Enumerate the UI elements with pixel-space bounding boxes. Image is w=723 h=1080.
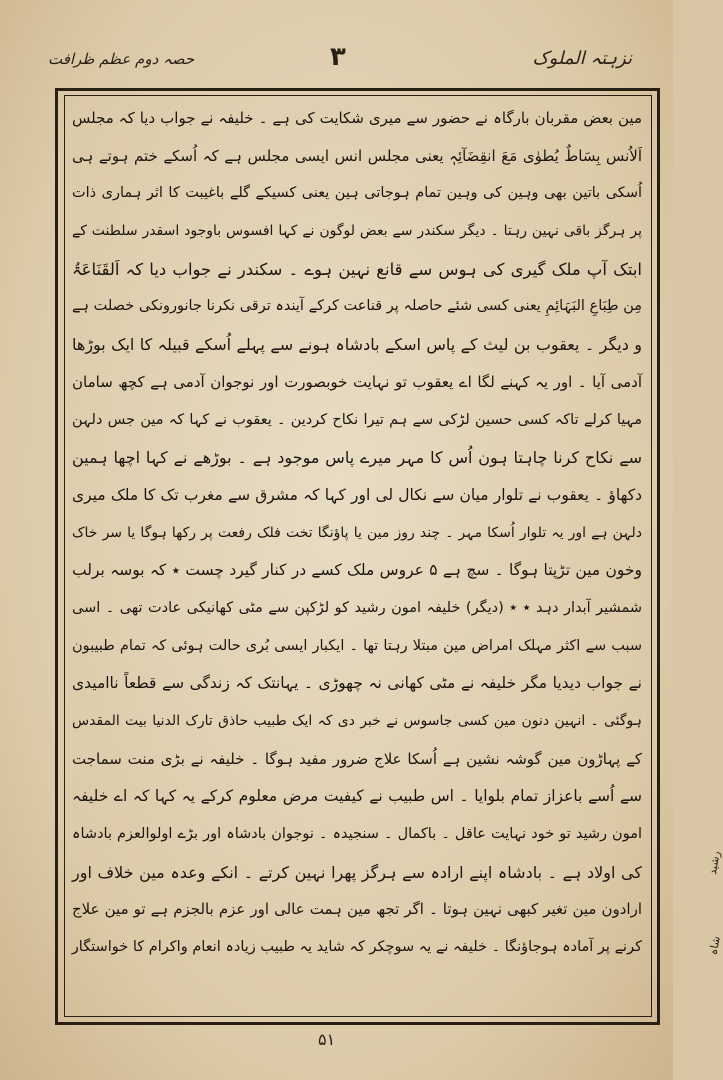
margin-note: رشید: [705, 850, 723, 876]
page-header: [40, 42, 640, 82]
margin-note: شاہ: [706, 935, 723, 956]
text-line: سبب سے اکثر مہلک امراض مین مبتلا رہتا تھا ۔ ایکبار ایسی بُری حالت ہوئی کہ تمام طبیبون: [72, 637, 642, 654]
text-line: کے پہاڑون مین گوشہ نشین ہے اُسکا علاج ضرور مفید ہوگا ۔ خلیفہ نے بڑی منت سماجت: [72, 749, 642, 768]
book-title: نزہتہ الملوک: [532, 48, 632, 69]
text-line: شمشیر آبدار دہد ٭ ٭ (دیگر) خلیفہ امون رشید کو لڑکپن سے مٹی کھانیکی عادت تھی ۔ اسی: [72, 599, 642, 616]
text-line: وخون مین تڑپتا ہوگا ۔ سچ ہے ۵ عروس ملک کسے در کنار گیرد چست ٭ کہ بوسہ برلب: [72, 561, 642, 580]
text-line: سے نکاح کرنا چاہتا ہون اُس کا مہر میرے پاس موجود ہے ۔ بوڑھے نے کہا اچھا ہمین: [72, 448, 642, 468]
text-line: ابتک آپ ملک گیری کی ہوس سے قانع نہین ہوے ۔ سکندر نے جواب دیا کہ اَلقَنَاعَۃُ: [72, 259, 642, 279]
text-line: مِن طِبَاعِ البَہَائِمِ یعنی کسی شئے حاصلہ پر قناعت کرکے آیندہ ترقی نکرنا جانورونکی خصلت ہے: [72, 298, 642, 315]
text-line: سے اُسے باعزاز تمام بلوایا ۔ اس طبیب نے کیفیت مرض معلوم کرکے یہ کہا کہ اے خلیفہ: [72, 787, 642, 806]
text-line: آدمی آیا ۔ اور یہ کہنے لگا اے یعقوب تو نہایت خوبصورت اور نوجوان آدمی ہے کچھ سامان: [72, 372, 642, 391]
text-line: مین بعض مقربان بارگاہ نے حضور سے میری شکایت کی ہے ۔ خلیفہ نے جواب دیا کہ مجلس: [72, 109, 642, 127]
text-line: کی اولاد ہے ۔ بادشاہ اپنے ارادہ سے ہرگز پھرا نہین کرتے ۔ انکے وعدہ مین خلاف اور: [72, 862, 642, 882]
text-line: و دیگر ۔ یعقوب بن لیث کے پاس اسکے بادشاہ ہونے سے پہلے اُسکے قبیلہ کا ایک بوڑھا: [72, 335, 642, 355]
text-line: امون رشید تو خود نہایت عاقل ۔ باکمال ۔ سنجیدہ ۔ نوجوان بادشاہ اور بڑے اولوالعزم بادشاہ: [72, 826, 642, 843]
text-line: ہوگئی ۔ انہین دنون مین کسی جاسوس نے خبر دی کہ ایک طبیب حاذق تارک الدنیا بیت المقدس: [72, 713, 642, 729]
text-line: مہیا کرلے تاکہ کسی حسین لڑکی سے ہم تیرا نکاح کردین ۔ یعقوب نے کہا کہ مین جس دلہن: [72, 411, 642, 428]
page-number: ۳: [330, 42, 346, 72]
text-line: دکھاؤ ۔ یعقوب نے تلوار میان سے نکال لی اور کہا کہ مشرق سے مغرب تک کا ملک میری: [72, 485, 642, 504]
section-title: حصہ دوم عظم ظرافت: [48, 50, 195, 68]
text-line: نے جواب دیدیا مگر خلیفہ نے مٹی کھانی نہ چھوڑی ۔ یہانتک کہ زندگی سے قطعاً ناامیدی: [72, 674, 642, 693]
footer-page-number: ۵۱: [318, 1030, 336, 1049]
text-line: اَلاُنس بِسَاطٌ یُطوٰی مَعَ انقِضَآئِہٖ یعنی مجلس انس ایسی مجلس ہے کہ اُسکے ختم ہوتے ہی: [72, 146, 642, 165]
text-line: دلہن ہے اور یہ تلوار اُسکا مہر ۔ چند روز مین یا پاؤنگا تخت فلک رفعت پر رکھا ہوگا یا سر خاک: [72, 524, 642, 541]
text-line: کرنے پر آمادہ ہوجاؤنگا ۔ خلیفہ نے یہ سوچکر کہ شاید یہ طبیب زیادہ انعام واکرام کا خواستگار: [71, 939, 642, 956]
text-line: ارادون مین تغیر کبھی نہین ہوتا ۔ اگر تجھ مین ہمت عالی اور عزم بالجزم ہے تو مین علاج: [72, 900, 642, 919]
text-line: اُسکی باتین بھی وہین کی وہین تمام ہوجاتی ہین یعنی کسیکے گلے باغیبت کا اثر ہماری ذات: [72, 185, 642, 202]
body-text: [72, 100, 642, 1005]
text-line: پر ہرگز باقی نہین رہتا ۔ دیگر سکندر سے بعض لوگون نے کہا افسوس باوجود اسقدر سلطنت کے: [72, 223, 642, 240]
